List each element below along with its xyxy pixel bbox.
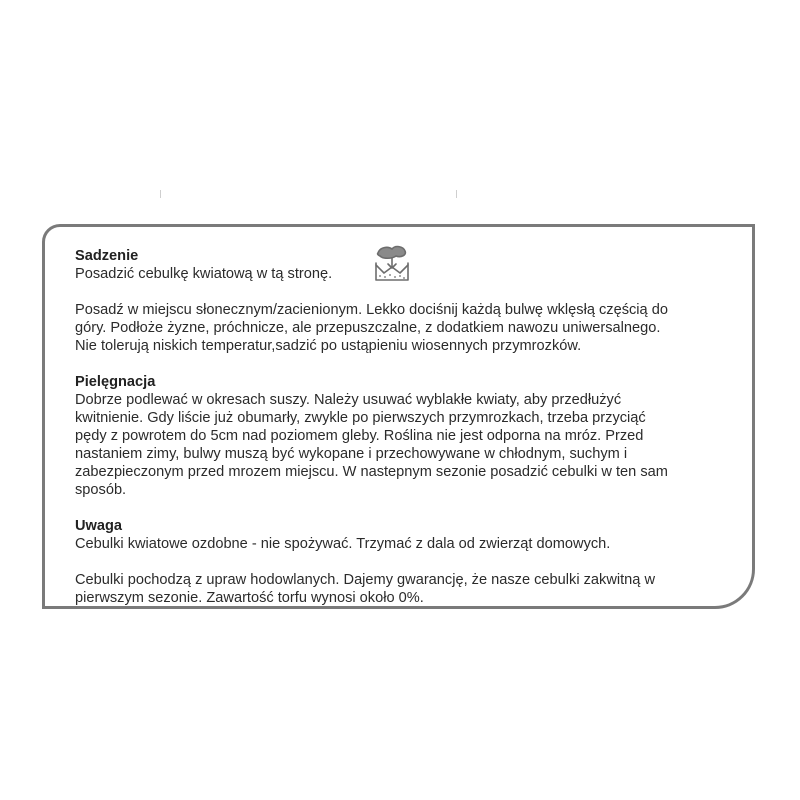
warning-text: Cebulki kwiatowe ozdobne - nie spożywać. Trzymać z dala od zwierząt domowych. bbox=[75, 536, 611, 552]
divider-mark bbox=[456, 190, 457, 198]
care-line-6: sposób. bbox=[75, 482, 127, 498]
instruction-card bbox=[42, 224, 755, 609]
planting-line-2: góry. Podłoże żyzne, próchnicze, ale przepuszczalne, z dodatkiem nawozu uniwersalnego. bbox=[75, 320, 661, 336]
guarantee-line-1: Cebulki pochodzą z upraw hodowlanych. Dajemy gwarancję, że nasze cebulki zakwitną w bbox=[75, 572, 655, 588]
care-line-1: Dobrze podlewać w okresach suszy. Należy usuwać wyblakłe kwiaty, aby przedłużyć bbox=[75, 392, 622, 408]
care-line-3: pędy z powrotem do 5cm nad poziomem gleby. Roślina nie jest odporna na mróz. Przed bbox=[75, 428, 644, 444]
care-line-4: nastaniem zimy, bulwy muszą być wykopane i przechowywane w chłodnym, suchym i bbox=[75, 446, 628, 462]
divider-mark bbox=[160, 190, 161, 198]
card-content bbox=[75, 247, 735, 607]
planting-line-1: Posadź w miejscu słonecznym/zacienionym. Lekko dociśnij każdą bulwę wklęsłą częścią do bbox=[75, 302, 668, 318]
care-line-2: kwitnienie. Gdy liście już obumarły, zwykle po pierwszych przymrozkach, trzeba przyciąć bbox=[75, 410, 646, 426]
planting-orientation-text: Posadzić cebulkę kwiatową w tą stronę. bbox=[75, 266, 333, 282]
warning-title: Uwaga bbox=[75, 518, 123, 534]
planting-line-3: Nie tolerują niskich temperatur,sadzić po ustąpieniu wiosennych przymrozków. bbox=[75, 338, 582, 354]
planting-title: Sadzenie bbox=[75, 248, 139, 264]
care-line-5: zabezpieczonym przed mrozem miejscu. W nastepnym sezonie posadzić cebulki w ten sam bbox=[75, 464, 668, 480]
care-title: Pielęgnacja bbox=[75, 374, 156, 390]
bulb-planting-icon bbox=[370, 243, 414, 283]
guarantee-line-2: pierwszym sezonie. Zawartość torfu wynosi około 0%. bbox=[75, 590, 424, 606]
